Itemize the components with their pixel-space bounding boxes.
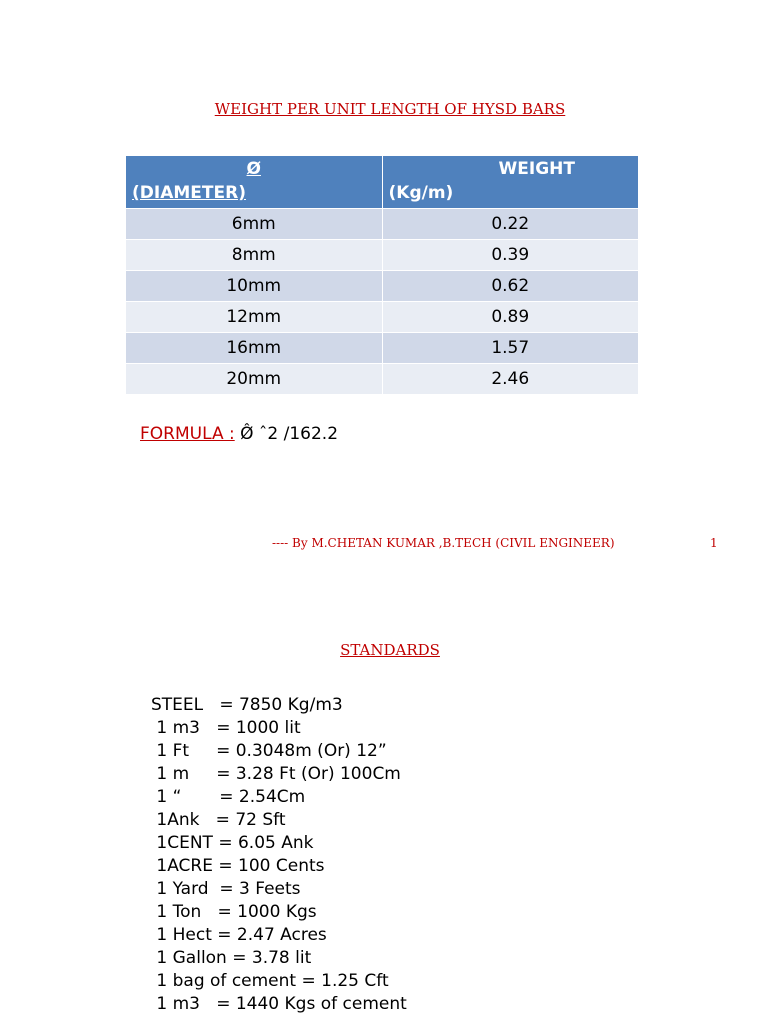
weight-cell: 0.39 bbox=[382, 240, 638, 271]
list-item: 1Ank = 72 Sft bbox=[151, 810, 286, 830]
list-item: 1 Hect = 2.47 Acres bbox=[151, 925, 327, 945]
diameter-header-label: (DIAMETER) bbox=[132, 183, 246, 203]
table-row bbox=[126, 364, 638, 395]
diameter-cell: 6mm bbox=[126, 209, 382, 240]
page-number: 1 bbox=[710, 536, 718, 550]
bar-weight-table bbox=[126, 156, 638, 394]
diameter-cell: 8mm bbox=[126, 240, 382, 271]
weight-cell: 2.46 bbox=[382, 364, 638, 395]
weight-cell: 0.22 bbox=[382, 209, 638, 240]
diameter-header bbox=[126, 156, 382, 209]
weight-unit-label: (Kg/m) bbox=[388, 183, 454, 203]
formula-label: FORMULA : bbox=[140, 424, 235, 444]
table-row bbox=[126, 333, 638, 364]
table-row bbox=[126, 240, 638, 271]
formula-expression: Ø̂ ˆ2 /162.2 bbox=[234, 424, 339, 444]
diameter-cell: 16mm bbox=[126, 333, 382, 364]
list-item: 1 “ = 2.54Cm bbox=[151, 787, 306, 807]
table-header-row bbox=[126, 156, 638, 209]
weight-cell: 0.89 bbox=[382, 302, 638, 333]
weight-cell: 0.62 bbox=[382, 271, 638, 302]
list-item: 1 m3 = 1000 lit bbox=[151, 718, 301, 738]
diameter-cell: 20mm bbox=[126, 364, 382, 395]
list-item: 1 bag of cement = 1.25 Cft bbox=[151, 971, 389, 991]
list-item: 1 Gallon = 3.78 lit bbox=[151, 948, 312, 968]
list-item: 1 Ft = 0.3048m (Or) 12” bbox=[151, 741, 387, 761]
weight-header bbox=[382, 156, 638, 209]
list-item: 1CENT = 6.05 Ank bbox=[151, 833, 314, 853]
author-footer: ---- By M.CHETAN KUMAR ,B.TECH (CIVIL ENGINEER) bbox=[272, 536, 615, 550]
list-item: 1 m3 = 1440 Kgs of cement bbox=[151, 994, 407, 1014]
weight-cell: 1.57 bbox=[382, 333, 638, 364]
table-row bbox=[126, 302, 638, 333]
table-row bbox=[126, 271, 638, 302]
list-item: 1 Ton = 1000 Kgs bbox=[151, 902, 317, 922]
page-title: WEIGHT PER UNIT LENGTH OF HYSD BARS bbox=[214, 100, 566, 118]
list-item: 1ACRE = 100 Cents bbox=[151, 856, 325, 876]
standards-list bbox=[151, 694, 407, 1016]
weight-header-label: WEIGHT bbox=[498, 159, 575, 179]
formula bbox=[140, 424, 338, 444]
diameter-cell: 10mm bbox=[126, 271, 382, 302]
standards-title: STANDARDS bbox=[340, 641, 440, 659]
list-item: STEEL = 7850 Kg/m3 bbox=[151, 695, 343, 715]
list-item: 1 m = 3.28 Ft (Or) 100Cm bbox=[151, 764, 401, 784]
table-row bbox=[126, 209, 638, 240]
diameter-symbol: Ø bbox=[246, 159, 261, 179]
diameter-cell: 12mm bbox=[126, 302, 382, 333]
list-item: 1 Yard = 3 Feets bbox=[151, 879, 301, 899]
